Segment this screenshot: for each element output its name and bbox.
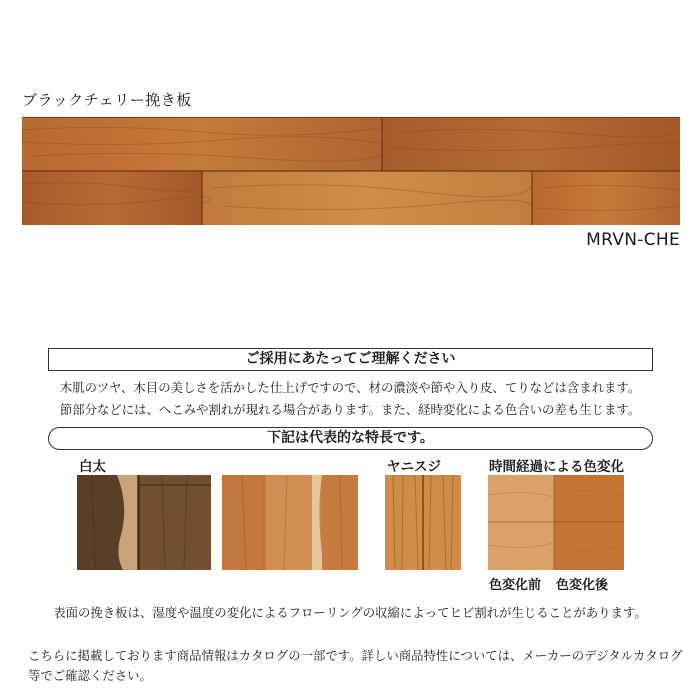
feature-label-sapwood: 白太: [79, 459, 106, 475]
product-code: MRVN-CHE: [586, 230, 680, 250]
product-title: ブラックチェリー挽き板: [22, 91, 192, 109]
color-change-sample-image: [488, 475, 624, 570]
sapwood-sample-image: [77, 475, 211, 570]
notice-heading: ご採用にあたってご理解ください: [48, 348, 653, 371]
cherry-grain-sample-image: [222, 475, 358, 570]
feature-label-resin-streak: ヤニスジ: [387, 459, 441, 475]
catalog-disclaimer: こちらに掲載しております商品情報はカタログの一部です。詳しい商品特性については、メーカーのデジタルカタログ等でご確認ください。: [28, 648, 683, 683]
features-heading: 下記は代表的な特長です。: [48, 427, 653, 450]
surface-crack-note: 表面の挽き板は、湿度や温度の変化によるフローリングの収縮によってヒビ割れが生じることがあります。: [53, 605, 647, 620]
feature-label-color-change: 時間経過による色変化: [489, 459, 624, 475]
caption-after-color-change: 色変化後: [556, 578, 609, 593]
caption-before-color-change: 色変化前: [489, 578, 542, 593]
notice-line: 節部分などには、へこみや割れが現れる場合があります。また、経時変化による色合いの差も生じます。: [59, 402, 641, 417]
notice-line: 木肌のツヤ、木目の美しさを活かした仕上げですので、材の濃淡や節や入り皮、てりなどは含まれます。: [59, 380, 641, 395]
resin-streak-sample-image: [385, 475, 461, 570]
flooring-sample-image: [22, 117, 680, 225]
